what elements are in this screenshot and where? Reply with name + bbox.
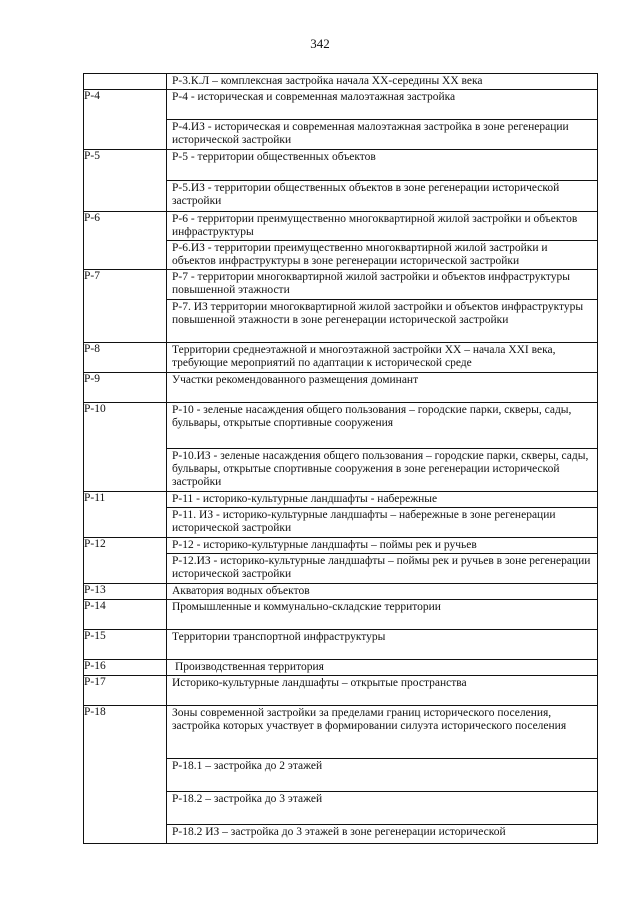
zone-description: Территории транспортной инфраструктуры xyxy=(172,631,386,643)
table-row xyxy=(84,343,598,373)
zone-description: Промышленные и коммунально-складские территории xyxy=(172,601,441,613)
zone-code-cell xyxy=(84,74,167,90)
zone-description-cell xyxy=(167,270,598,343)
page-number: 342 xyxy=(310,36,330,51)
table-row xyxy=(84,600,598,630)
table-row xyxy=(84,630,598,660)
zone-description-cell xyxy=(167,492,598,538)
table-row xyxy=(84,584,598,600)
zone-description: Р-12.ИЗ - историко-культурные ландшафты – поймы рек и ручьев в зоне регенерации исторической застройки xyxy=(167,553,597,583)
table-row xyxy=(84,660,598,676)
zone-description-cell xyxy=(167,660,598,676)
zone-code-cell: Р-12 xyxy=(84,538,167,584)
zone-description: Р-4 - историческая и современная малоэтажная застройка xyxy=(172,91,456,103)
table-row xyxy=(84,150,598,212)
table-row xyxy=(84,403,598,492)
zone-code-cell: Р-10 xyxy=(84,403,167,492)
zone-code-cell: Р-5 xyxy=(84,150,167,212)
table-row xyxy=(84,74,598,90)
zone-description: Акватория водных объектов xyxy=(172,585,310,597)
zone-code-cell: Р-15 xyxy=(84,630,167,660)
table-row xyxy=(84,538,598,584)
zone-description: Р-10.ИЗ - зеленые насаждения общего пользования – городские парки, скверы, сады, бульвары, открытые спортивные сооружения в зоне регенерации исторической застройки xyxy=(167,448,597,491)
zone-code-cell: Р-11 xyxy=(84,492,167,538)
zone-description-cell xyxy=(167,90,598,150)
zone-description-cell xyxy=(167,600,598,630)
zone-code-cell: Р-17 xyxy=(84,676,167,706)
zone-description: Р-5.ИЗ - территории общественных объектов в зоне регенерации исторической застройки xyxy=(167,180,597,211)
zone-description: Р-12 - историко-культурные ландшафты – поймы рек и ручьев xyxy=(172,539,477,551)
zone-description: Р-5 - территории общественных объектов xyxy=(172,151,376,163)
zone-description-cell xyxy=(167,630,598,660)
table-row xyxy=(84,676,598,706)
zone-description-cell xyxy=(167,538,598,584)
zone-description: Р-18.2 – застройка до 3 этажей xyxy=(167,791,597,824)
zones-table-body xyxy=(84,74,598,844)
zone-description: Р-4.ИЗ - историческая и современная малоэтажная застройка в зоне регенерации исторической застройки xyxy=(167,119,597,149)
zone-description: Зоны современной застройки за пределами границ исторического поселения, застройка которых участвует в формировании силуэта исторического поселения xyxy=(172,707,567,732)
table-row xyxy=(84,90,598,150)
zone-description: Р-18.2 ИЗ – застройка до 3 этажей в зоне регенерации исторической xyxy=(167,824,597,843)
zone-description: Р-6 - территории преимущественно многоквартирной жилой застройки и объектов инфраструктуры xyxy=(172,213,578,238)
table-row xyxy=(84,492,598,538)
zone-code-cell: Р-6 xyxy=(84,212,167,270)
zone-description: Р-7 - территории многоквартирной жилой застройки и объектов инфраструктуры повышенной этажности xyxy=(172,271,571,296)
zone-code-cell: Р-13 xyxy=(84,584,167,600)
zone-description: Р-7. ИЗ территории многоквартирной жилой застройки и объектов инфраструктуры повышенной этажности в зоне регенерации исторической застройки xyxy=(167,299,597,342)
zone-description-cell xyxy=(167,706,598,844)
table-row xyxy=(84,212,598,270)
zone-code-cell: Р-4 xyxy=(84,90,167,150)
zone-description: Производственная территория xyxy=(175,661,324,673)
zone-description: Р-10 - зеленые насаждения общего пользования – городские парки, скверы, сады, бульвары, открытые спортивные сооружения xyxy=(172,404,572,429)
zone-description: Участки рекомендованного размещения доминант xyxy=(172,374,419,386)
zone-description-cell xyxy=(167,343,598,373)
zone-description-cell xyxy=(167,74,598,90)
zones-table xyxy=(83,73,598,844)
zone-description: Р-6.ИЗ - территории преимущественно многоквартирной жилой застройки и объектов инфраструктуры в зоне регенерации исторической застройки xyxy=(167,240,597,269)
zone-description: Территории среднеэтажной и многоэтажной застройки XX – начала XXI века, требующие мероприятий по адаптации к исторической среде xyxy=(172,344,556,369)
zone-description: Р-11. ИЗ - историко-культурные ландшафты – набережные в зоне регенерации исторической застройки xyxy=(167,507,597,537)
zone-description-cell xyxy=(167,584,598,600)
zone-description: Р-11 - историко-культурные ландшафты - набережные xyxy=(172,493,438,505)
zone-description-cell xyxy=(167,150,598,212)
zone-description-cell xyxy=(167,403,598,492)
zone-description: Историко-культурные ландшафты – открытые пространства xyxy=(172,677,467,689)
zone-code-cell: Р-8 xyxy=(84,343,167,373)
zone-description: Р-18.1 – застройка до 2 этажей xyxy=(167,758,597,791)
zone-description-cell xyxy=(167,212,598,270)
zone-description-cell xyxy=(167,373,598,403)
zone-code-cell: Р-14 xyxy=(84,600,167,630)
zone-description-cell xyxy=(167,676,598,706)
table-row xyxy=(84,706,598,844)
zone-code-cell: Р-9 xyxy=(84,373,167,403)
zone-code-cell: Р-16 xyxy=(84,660,167,676)
zone-code-cell: Р-18 xyxy=(84,706,167,844)
table-row xyxy=(84,270,598,343)
zone-code-cell: Р-7 xyxy=(84,270,167,343)
zone-description: Р-3.К.Л – комплексная застройка начала XX-середины XX века xyxy=(172,75,483,87)
table-row xyxy=(84,373,598,403)
